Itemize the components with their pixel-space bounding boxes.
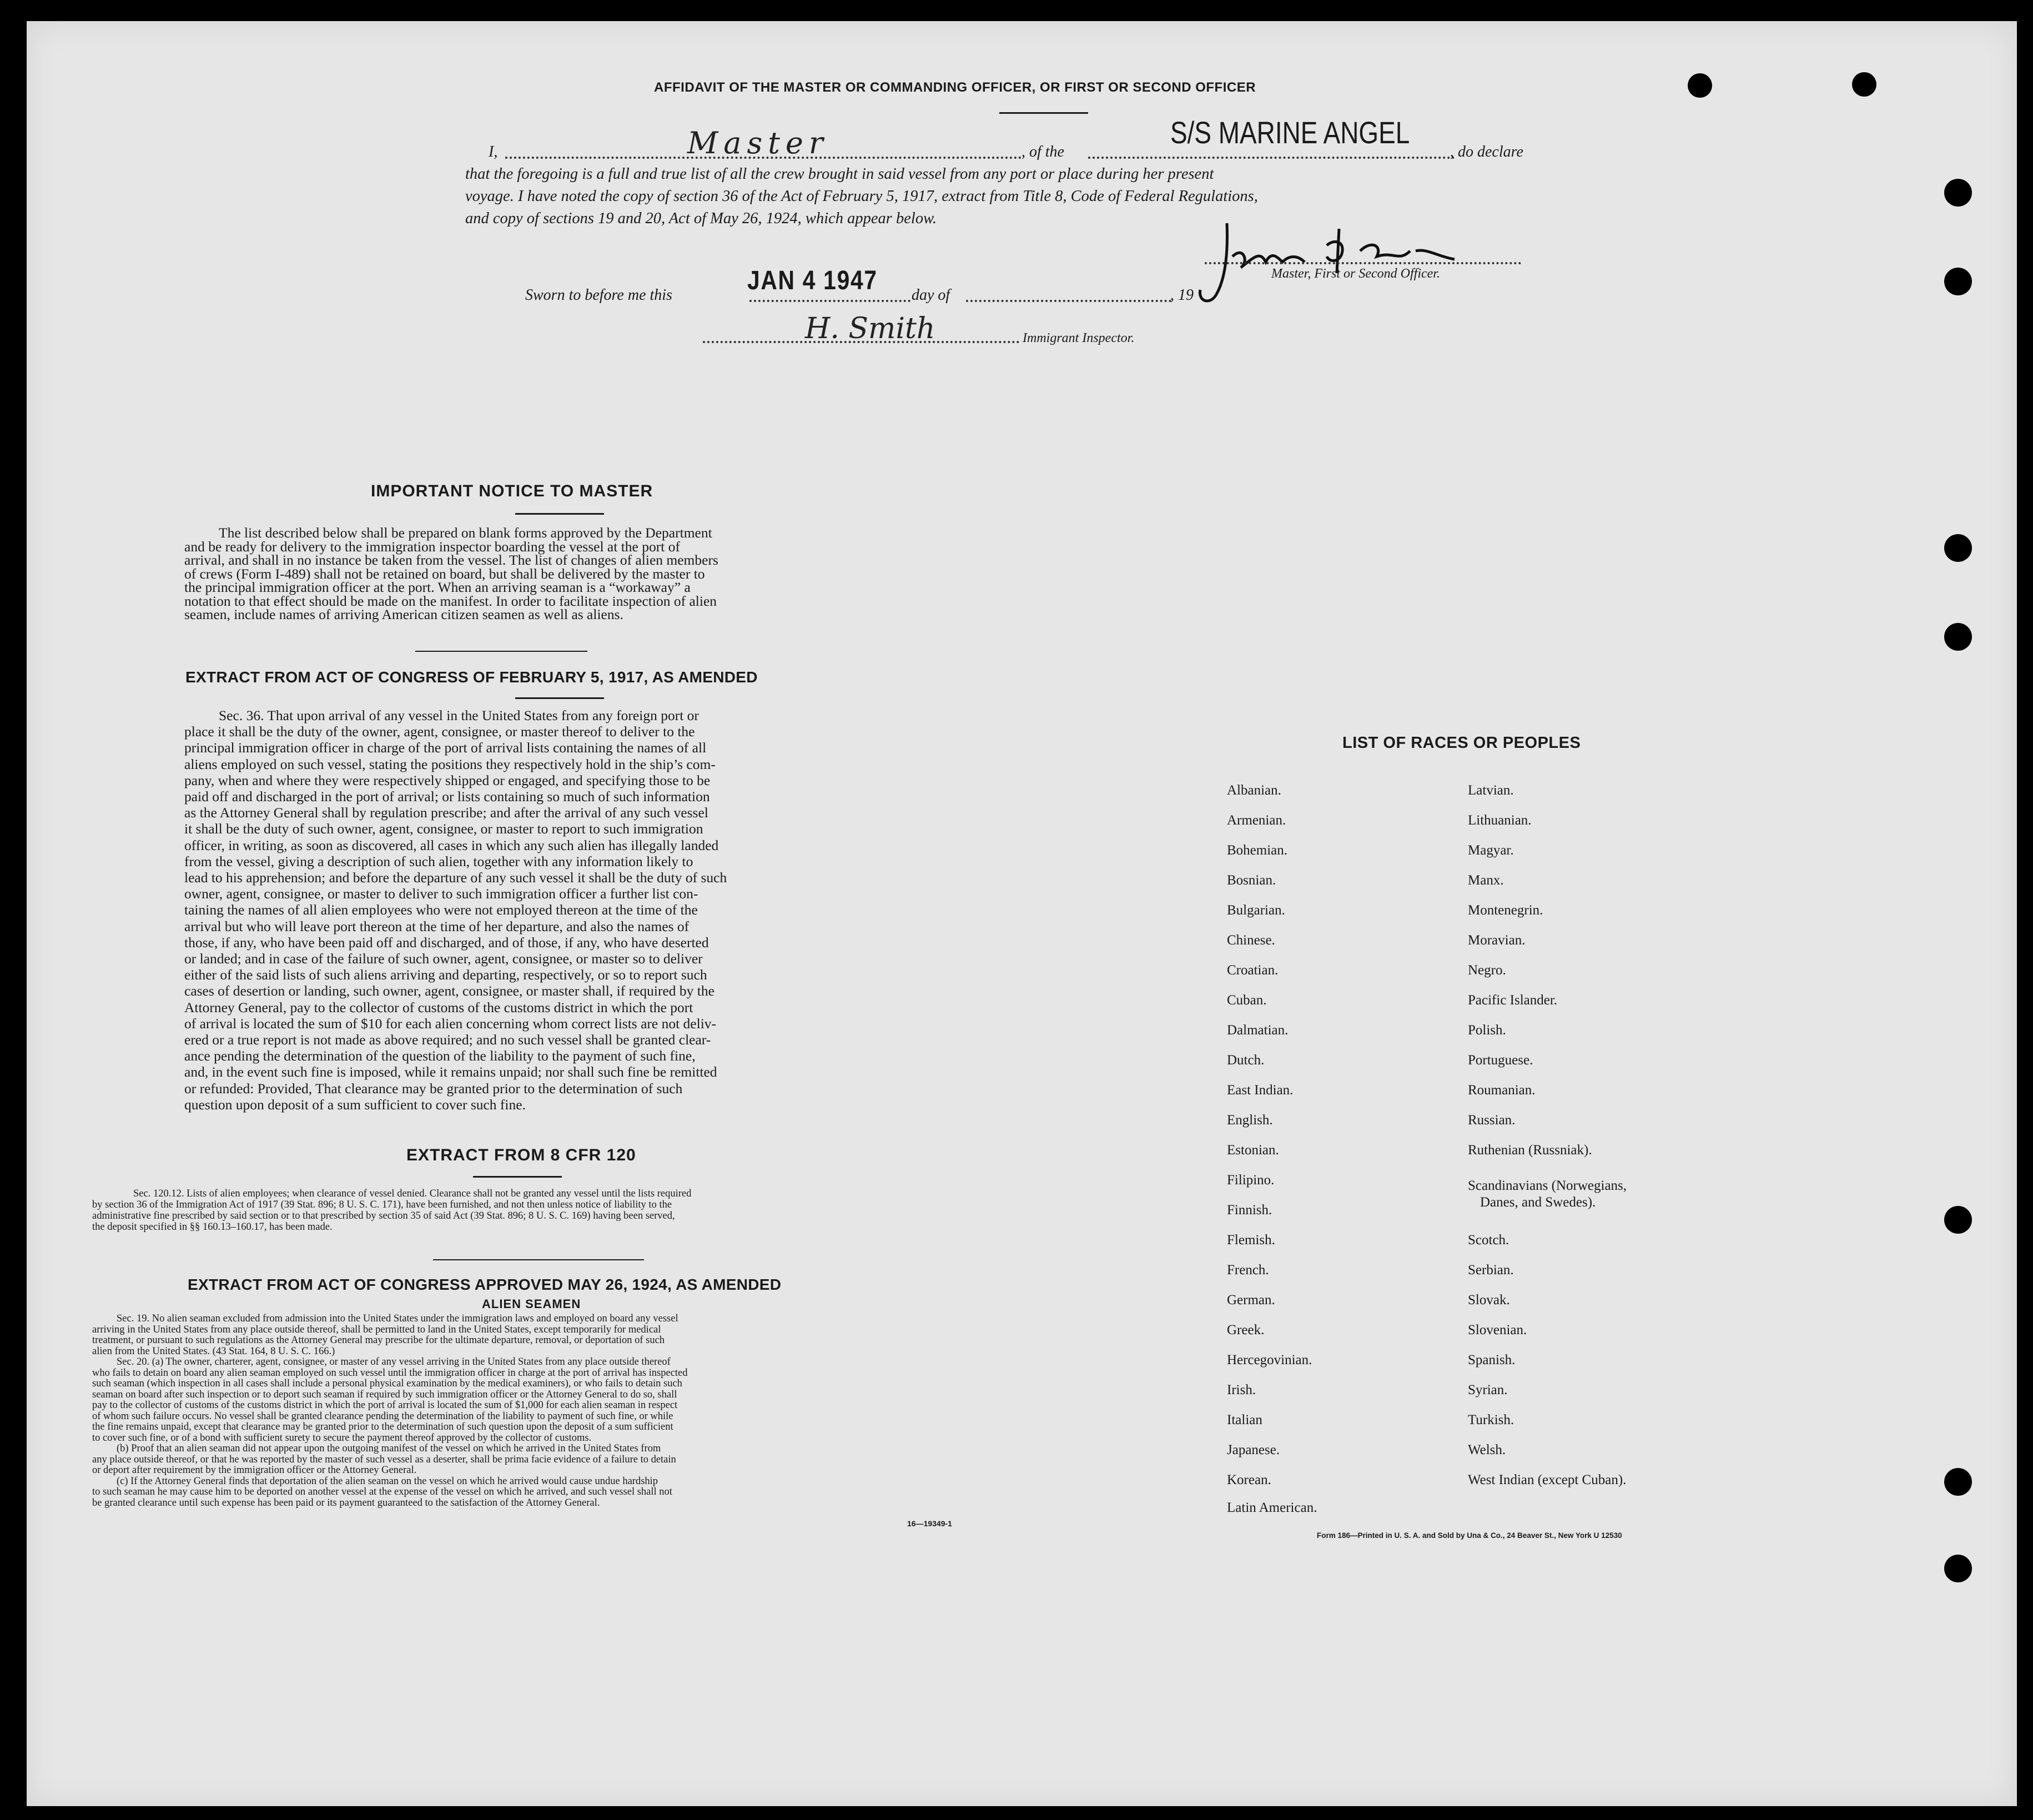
extract-line: ered or a true report is not made as above required; and no such vessel shall be granted clear- bbox=[184, 1032, 711, 1048]
race-item: Spanish. bbox=[1468, 1353, 1516, 1367]
extract-line: principal immigration officer in charge of the port of arrival lists containing the names of all bbox=[184, 740, 707, 756]
divider bbox=[515, 513, 604, 515]
punch-hole bbox=[1944, 623, 1972, 651]
vessel-name: S/S MARINE ANGEL bbox=[1170, 115, 1410, 150]
extract-line: seaman on board after such inspection or to deport such seaman if required by such immigration officer or the Attorney General to do so, shall bbox=[92, 1389, 677, 1400]
race-item: Albanian. bbox=[1227, 783, 1281, 798]
notice-line: notation to that effect should be made on the manifest. In order to facilitate inspection of alien bbox=[184, 592, 717, 609]
extract-line: it shall be the duty of such owner, agent, consignee, or master to report to such immigration bbox=[184, 821, 703, 837]
races-heading: LIST OF RACES OR PEOPLES bbox=[1342, 734, 1581, 752]
extract-line: aliens employed on such vessel, stating the positions they respectively hold in the ship’s com- bbox=[184, 756, 716, 772]
race-item: Lithuanian. bbox=[1468, 813, 1532, 828]
race-item: Hercegovinian. bbox=[1227, 1353, 1312, 1367]
master-signature bbox=[1194, 218, 1460, 312]
race-item: Turkish. bbox=[1468, 1412, 1514, 1427]
race-item: Portuguese. bbox=[1468, 1053, 1533, 1068]
extract-line: the fine remains unpaid, except that clearance may be granted prior to the determination of such question upon the deposit of a sum sufficient bbox=[92, 1421, 673, 1432]
race-item: Scandinavians (Norwegians, bbox=[1468, 1178, 1627, 1193]
extract-line: Attorney General, pay to the collector of customs of the customs district in which the port bbox=[184, 999, 693, 1015]
notice-line: arrival, and shall in no instance be taken from the vessel. The list of changes of alien members bbox=[184, 552, 718, 568]
extract-1924-heading: EXTRACT FROM ACT OF CONGRESS APPROVED MAY 26, 1924, AS AMENDED bbox=[188, 1276, 782, 1293]
affidavit-title: AFFIDAVIT OF THE MASTER OR COMMANDING OFFICER, OR FIRST OR SECOND OFFICER bbox=[654, 80, 1256, 95]
race-item: Italian bbox=[1227, 1412, 1262, 1427]
cfr-body bbox=[92, 1188, 963, 1233]
divider bbox=[999, 112, 1088, 114]
race-item: Armenian. bbox=[1227, 813, 1286, 828]
race-item: Montenegrin. bbox=[1468, 903, 1543, 918]
race-item: Bulgarian. bbox=[1227, 903, 1285, 918]
extract-line: Sec. 19. No alien seaman excluded from admission into the United States under the immigration laws and employed on board any vessel bbox=[117, 1313, 678, 1324]
race-item: German. bbox=[1227, 1293, 1275, 1308]
extract-1924-body bbox=[92, 1314, 963, 1509]
cfr-heading: EXTRACT FROM 8 CFR 120 bbox=[406, 1146, 636, 1164]
notice-line: and be ready for delivery to the immigration inspector boarding the vessel at the port of bbox=[184, 538, 680, 555]
punch-hole bbox=[1944, 1468, 1972, 1496]
punch-hole bbox=[1944, 1206, 1972, 1234]
race-item: Serbian. bbox=[1468, 1263, 1514, 1278]
race-item: French. bbox=[1227, 1263, 1269, 1278]
notice-line: of crews (Form I-489) shall not be retained on board, but shall be delivered by the master to bbox=[184, 565, 705, 582]
notice-body bbox=[184, 526, 873, 622]
race-item: Estonian. bbox=[1227, 1143, 1279, 1158]
race-item: Welsh. bbox=[1468, 1442, 1506, 1457]
race-item: Bosnian. bbox=[1227, 873, 1276, 888]
sworn-label: Sworn to before me this bbox=[525, 286, 672, 304]
race-item: Latin American. bbox=[1227, 1500, 1317, 1515]
extract-line: officer, in writing, as soon as discovered, all cases in which any such alien has illegally landed bbox=[184, 837, 719, 853]
extract-1917-heading: EXTRACT FROM ACT OF CONGRESS OF FEBRUARY 5, 1917, AS AMENDED bbox=[185, 668, 758, 686]
punch-hole bbox=[1944, 534, 1972, 562]
race-item: Russian. bbox=[1468, 1113, 1516, 1128]
extract-line: such seaman (which inspection in all cases shall include a personal physical examination by the medical examiners), or who fails to detain such bbox=[92, 1378, 682, 1389]
extract-line: and, in the event such fine is imposed, while it remains unpaid; nor shall such fine be remitted bbox=[184, 1064, 717, 1080]
extract-line: question upon deposit of a sum sufficient to cover such fine. bbox=[184, 1096, 526, 1113]
i-label: I, bbox=[489, 143, 498, 160]
cfr-line: administrative fine prescribed by said section or to that prescribed by section 35 of said Act (39 Stat. 896; 8 U. S. C. 169) having been served, bbox=[92, 1210, 675, 1221]
race-item: Irish. bbox=[1227, 1382, 1256, 1397]
notice-line: seamen, include names of arriving American citizen seamen as well as aliens. bbox=[184, 606, 623, 622]
sworn-day-line bbox=[749, 300, 910, 302]
extract-1917-body bbox=[184, 707, 873, 1113]
punch-hole bbox=[1852, 72, 1876, 97]
extract-line: paid off and discharged in the port of arrival; or lists containing so much of such information bbox=[184, 788, 710, 805]
extract-line: pay to the collector of customs of the customs district in which the port of arrival is located the sum of $1,000 for each alien seaman in respect bbox=[92, 1400, 678, 1411]
race-item: Finnish. bbox=[1227, 1203, 1272, 1218]
signature-text bbox=[1255, 233, 1282, 239]
master-handwritten: Master bbox=[687, 125, 829, 160]
extract-line: (b) Proof that an alien seaman did not appear upon the outgoing manifest of the vessel on which he arrived in the United States from bbox=[117, 1443, 661, 1454]
race-item: Bohemian. bbox=[1227, 843, 1288, 858]
extract-line: or deport after requirement by the immigration officer or the Attorney General. bbox=[92, 1465, 417, 1476]
race-item: Chinese. bbox=[1227, 933, 1275, 948]
extract-line: owner, agent, consignee, or master to deliver to such immigration officer a further list con- bbox=[184, 886, 698, 902]
race-item: Roumanian. bbox=[1468, 1083, 1536, 1098]
day-of-label: day of bbox=[912, 286, 950, 304]
punch-hole bbox=[1944, 268, 1972, 295]
extract-line: those, if any, who have been paid off and discharged, and of those, if any, who have deserted bbox=[184, 934, 709, 951]
extract-line: taining the names of all alien employees who were not employed thereon at the time of the bbox=[184, 902, 698, 918]
race-item: Magyar. bbox=[1468, 843, 1514, 858]
extract-line: any place outside thereof, or that he was reported by the master of such vessel as a deserter, shall be prima facie evidence of a failure to detain bbox=[92, 1454, 676, 1465]
alien-seamen-subheading: ALIEN SEAMEN bbox=[482, 1297, 581, 1311]
extract-line: either of the said lists of such aliens arriving and departing, respectively, or so to report such bbox=[184, 967, 707, 983]
race-item: Danes, and Swedes). bbox=[1480, 1195, 1596, 1210]
race-item: Filipino. bbox=[1227, 1173, 1275, 1188]
vessel-line bbox=[1088, 157, 1455, 159]
extract-line: cases of desertion or landing, such owner, agent, consignee, or master shall, if required by the bbox=[184, 983, 714, 999]
extract-line: Sec. 36. That upon arrival of any vessel in the United States from any foreign port or bbox=[219, 707, 699, 723]
extract-line: (c) If the Attorney General finds that deportation of the alien seaman on the vessel on which he arrived would cause undue hardship bbox=[117, 1475, 658, 1487]
extract-line: or landed; and in case of the failure of such owner, agent, consignee, or master so to deliver bbox=[184, 951, 703, 967]
race-item: Dalmatian. bbox=[1227, 1023, 1289, 1038]
cfr-line: by section 36 of the Immigration Act of 1917 (39 Stat. 896; 8 U. S. C. 171), have been furnished, and not then unless notice of liability to the bbox=[92, 1199, 672, 1210]
of-the-label: , of the bbox=[1021, 143, 1064, 160]
extract-line: alien from the United States. (43 Stat. 164, 8 U. S. C. 166.) bbox=[92, 1345, 335, 1357]
extract-line: place it shall be the duty of the owner, agent, consignee, or master thereof to deliver to the bbox=[184, 723, 695, 740]
notice-line: The list described below shall be prepared on blank forms approved by the Department bbox=[219, 525, 712, 541]
extract-line: of whom such failure occurs. No vessel shall be granted clearance pending the determination of the liability to payment of such fine, or while bbox=[92, 1410, 673, 1422]
divider bbox=[515, 697, 604, 699]
divider bbox=[433, 1259, 644, 1260]
extract-line: of arrival is located the sum of $10 for each alien concerning whom correct lists are not deliv- bbox=[184, 1015, 717, 1032]
signature-line bbox=[1205, 262, 1521, 264]
race-item: Japanese. bbox=[1227, 1442, 1280, 1457]
affidavit-line-3: and copy of sections 19 and 20, Act of May 26, 1924, which appear below. bbox=[465, 210, 937, 227]
extract-line: Sec. 20. (a) The owner, charterer, agent, consignee, or master of any vessel arriving in the United States from any place outside thereof bbox=[117, 1356, 671, 1367]
extract-line: who fails to detain on board any alien seaman employed on such vessel until the immigration officer in charge at the port of arrival has inspected bbox=[92, 1367, 688, 1379]
race-item: Latvian. bbox=[1468, 783, 1514, 798]
signature-caption: Master, First or Second Officer. bbox=[1271, 267, 1440, 281]
race-item: Dutch. bbox=[1227, 1053, 1265, 1068]
extract-line: to cover such fine, or of a bond with sufficient surety to secure the payment thereof approved by the collector of customs. bbox=[92, 1432, 592, 1444]
race-item: Pacific Islander. bbox=[1468, 993, 1558, 1008]
punch-hole bbox=[1944, 179, 1972, 207]
race-item: West Indian (except Cuban). bbox=[1468, 1472, 1627, 1487]
extract-line: to such seaman he may cause him to be deported on another vessel at the expense of the vessel on which he arrived, and such vessel shall not bbox=[92, 1486, 672, 1497]
race-item: English. bbox=[1227, 1113, 1273, 1128]
race-item: Moravian. bbox=[1468, 933, 1526, 948]
extract-line: arriving in the United States from any place outside thereof, shall be permitted to land in the United States, except temporarily for medical bbox=[92, 1324, 661, 1335]
affidavit-line-1: that the foregoing is a full and true list of all the crew brought in said vessel from any port or place during her present bbox=[465, 165, 1214, 183]
inspector-signature: H. Smith bbox=[805, 312, 935, 345]
cfr-line: Sec. 120.12. Lists of alien employees; when clearance of vessel denied. Clearance shall not be granted any vessel until the lists required bbox=[133, 1188, 692, 1199]
sworn-month-line bbox=[966, 300, 1171, 302]
race-item: Croatian. bbox=[1227, 963, 1279, 978]
race-item: Greek. bbox=[1227, 1323, 1265, 1338]
nineteen-label: , 19 bbox=[1170, 286, 1194, 304]
race-item: Negro. bbox=[1468, 963, 1506, 978]
extract-line: as the Attorney General shall by regulation prescribe; and after the arrival of any such vessel bbox=[184, 805, 708, 821]
extract-line: from the vessel, giving a description of such alien, together with any information likely to bbox=[184, 853, 693, 869]
cfr-line: the deposit specified in §§ 160.13–160.17, has been made. bbox=[92, 1221, 333, 1233]
date-stamp: JAN 4 1947 bbox=[747, 266, 878, 295]
race-item: Syrian. bbox=[1468, 1382, 1508, 1397]
race-item: Ruthenian (Russniak). bbox=[1468, 1143, 1592, 1158]
race-item: Polish. bbox=[1468, 1023, 1506, 1038]
notice-line: the principal immigration officer at the port. When an arriving seaman is a “workaway” a bbox=[184, 579, 691, 595]
race-item: Scotch. bbox=[1468, 1233, 1509, 1248]
divider bbox=[415, 651, 587, 652]
affidavit-line-2: voyage. I have noted the copy of section 36 of the Act of February 5, 1917, extract from Title 8, Code of Federal Regulations, bbox=[465, 188, 1258, 205]
extract-line: ance pending the determination of the question of the liability to the payment of such fine, bbox=[184, 1048, 696, 1064]
printer-footer: Form 186—Printed in U. S. A. and Sold by Una & Co., 24 Beaver St., New York U 12530 bbox=[1317, 1531, 1622, 1540]
extract-line: or refunded: Provided, That clearance may be granted prior to the determination of such bbox=[184, 1080, 683, 1097]
race-item: East Indian. bbox=[1227, 1083, 1294, 1098]
race-item: Slovak. bbox=[1468, 1293, 1510, 1308]
race-item: Manx. bbox=[1468, 873, 1504, 888]
divider bbox=[473, 1176, 562, 1178]
punch-hole bbox=[1944, 1555, 1972, 1582]
race-item: Flemish. bbox=[1227, 1233, 1275, 1248]
race-item: Korean. bbox=[1227, 1472, 1271, 1487]
extract-line: pany, when and where they were respectively shipped or engaged, and specifying those to be bbox=[184, 772, 711, 788]
punch-hole bbox=[1688, 73, 1712, 98]
extract-line: lead to his apprehension; and before the departure of any such vessel it shall be the duty of such bbox=[184, 869, 727, 886]
form-code: 16—19349-1 bbox=[907, 1519, 952, 1528]
extract-line: arrival but who will leave port thereon at the time of her departure, and also the names of bbox=[184, 918, 690, 934]
declare-label: , do declare bbox=[1450, 143, 1523, 160]
inspector-caption: Immigrant Inspector. bbox=[1023, 331, 1135, 345]
race-item: Slovenian. bbox=[1468, 1323, 1527, 1338]
extract-line: treatment, or pursuant to such regulations as the Attorney General may prescribe for the ultimate departure, removal, or deportation of such bbox=[92, 1335, 665, 1346]
extract-line: be granted clearance until such expense has been paid or its payment guaranteed to the satisfaction of the Attorney General. bbox=[92, 1497, 600, 1509]
notice-heading: IMPORTANT NOTICE TO MASTER bbox=[371, 482, 653, 500]
race-item: Cuban. bbox=[1227, 993, 1267, 1008]
